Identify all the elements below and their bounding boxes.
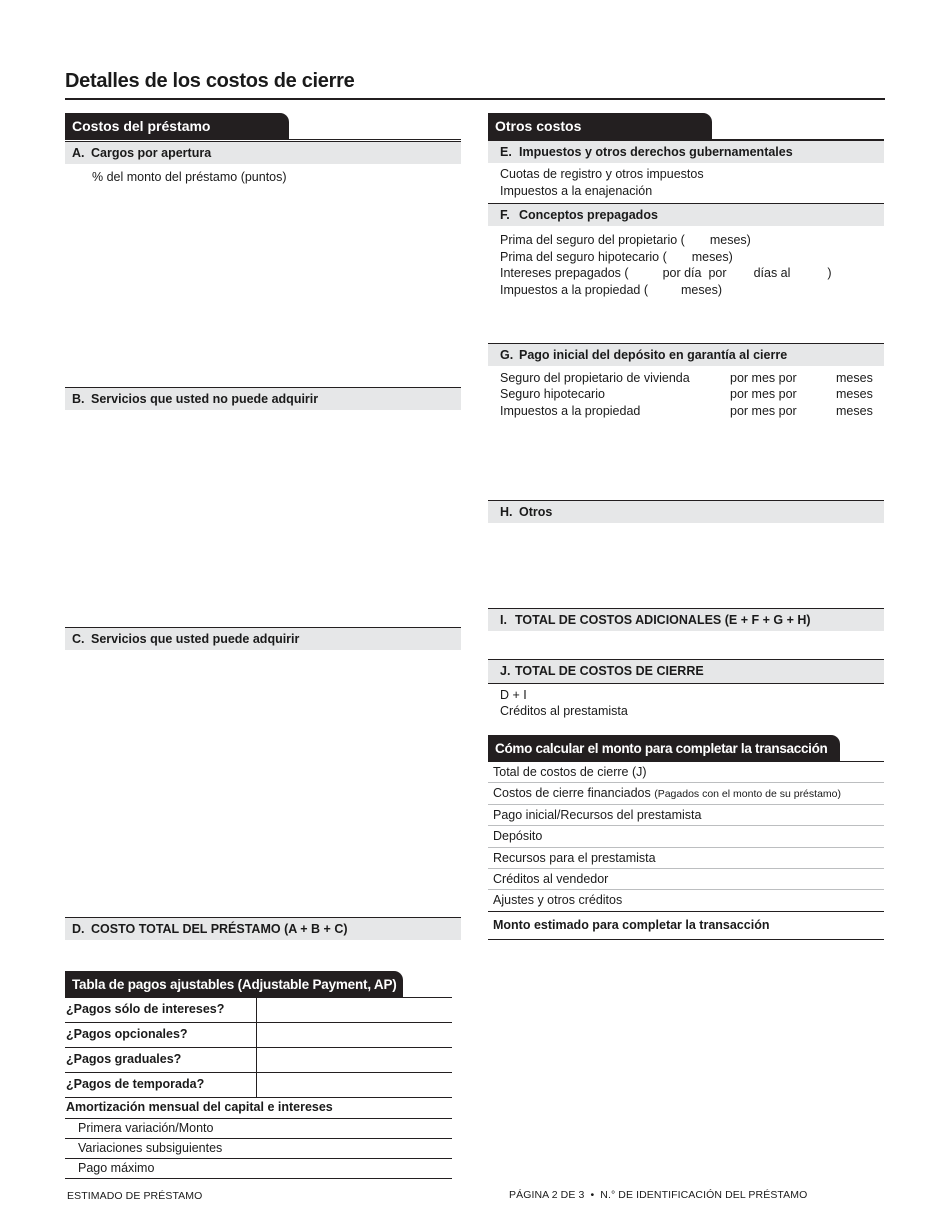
loan-costs-tab: Costos del préstamo [65,113,289,140]
section-j-item: Créditos al prestamista [500,704,628,718]
ap-row-label: ¿Pagos opcionales? [66,1027,188,1041]
ap-table-tab: Tabla de pagos ajustables (Adjustable Payment, AP) [65,971,403,998]
ap-amortization-row: Pago máximo [65,1159,452,1179]
section-a-header [65,141,461,164]
section-e-title: Impuestos y otros derechos gubernamentales [519,145,793,159]
calc-row-adjustments: Ajustes y otros créditos [488,890,884,911]
ap-row-label: ¿Pagos de temporada? [66,1077,205,1091]
section-d-header [65,917,461,940]
f-text: Intereses prepagados ( [500,266,629,280]
section-b-title: Servicios que usted no puede adquirir [91,392,319,406]
section-d-letter: D. [72,922,85,936]
ap-row-divider [256,998,257,1023]
section-j-header [488,659,884,684]
section-c-title: Servicios que usted puede adquirir [91,632,300,646]
ap-row-step [65,1048,452,1073]
section-e-letter: E. [500,145,512,159]
g-row-months: meses [836,387,873,401]
section-i-title: TOTAL DE COSTOS ADICIONALES (E + F + G + H) [515,613,811,627]
section-c-header [65,627,461,650]
section-f-prepaid-interest [500,265,832,282]
f-text: por [708,266,727,280]
cash-to-close-tab: Cómo calcular el monto para completar la transacción [488,735,840,762]
calc-row-seller-credits: Créditos al vendedor [488,869,884,890]
section-g-header [488,343,884,366]
section-f-header [488,203,884,226]
section-f-mortgage-insurance [500,249,733,266]
calc-row-total-closing-costs: Total de costos de cierre (J) [488,762,884,783]
f-text: meses) [681,283,722,297]
g-row-per: por mes por [730,371,797,385]
f-text: ) [827,266,832,280]
f-text: Prima del seguro del propietario ( [500,233,685,247]
calc-row-note: (Pagados con el monto de su préstamo) [654,788,841,801]
ap-row-label: ¿Pagos sólo de intereses? [66,1002,225,1016]
ap-row-optional [65,1023,452,1048]
footer-left: ESTIMADO DE PRÉSTAMO [67,1190,203,1202]
ap-row-label: ¿Pagos graduales? [66,1052,182,1066]
calc-row-estimated-cash-to-close: Monto estimado para completar la transacción [488,912,884,940]
section-f-owner-insurance [500,232,751,249]
calc-row-down-payment: Pago inicial/Recursos del prestamista [488,805,884,826]
section-i-header [488,608,884,631]
ap-amortization-header: Amortización mensual del capital e intereses [65,1098,452,1119]
section-e-item: Cuotas de registro y otros impuestos [500,167,704,181]
section-g-letter: G. [500,348,514,362]
g-row-per: por mes por [730,404,797,418]
ap-amortization-row: Primera variación/Monto [65,1119,452,1139]
cash-to-close-table [488,762,884,940]
g-row-label: Seguro del propietario de vivienda [500,371,690,385]
section-g-title: Pago inicial del depósito en garantía al cierre [519,348,788,362]
section-e-item: Impuestos a la enajenación [500,184,653,198]
section-h-header [488,500,884,523]
page-title: Detalles de los costos de cierre [65,70,355,92]
section-f-title: Conceptos prepagados [519,208,658,222]
ap-row-divider [256,1023,257,1048]
section-h-title: Otros [519,505,553,519]
footer-right: PÁGINA 2 DE 3 • N.° DE IDENTIFICACIÓN DEL PRÉSTAMO [509,1189,808,1201]
section-i-letter: I. [500,613,507,627]
ap-row-interest-only [65,998,452,1023]
section-b-header [65,387,461,410]
section-d-title: COSTO TOTAL DEL PRÉSTAMO (A + B + C) [91,922,348,936]
calc-row-label: Costos de cierre financiados [493,786,651,801]
f-text: meses) [709,233,751,247]
calc-row-deposit: Depósito [488,826,884,847]
section-b-letter: B. [72,392,85,406]
g-row-months: meses [836,371,873,385]
calc-row-financed-closing-costs [488,783,884,804]
g-row-per: por mes por [730,387,797,401]
g-row-months: meses [836,404,873,418]
calc-row-funds-for-borrower: Recursos para el prestamista [488,848,884,869]
ap-row-divider [256,1048,257,1073]
title-divider [65,98,885,100]
section-f-property-taxes [500,282,722,299]
f-text: Impuestos a la propiedad ( [500,283,649,297]
section-h-letter: H. [500,505,513,519]
f-text: por día [662,266,702,280]
section-j-item: D + I [500,688,527,702]
f-text: días al [753,266,791,280]
ap-table [65,998,452,1179]
g-row-label: Seguro hipotecario [500,387,605,401]
f-text: meses) [691,250,733,264]
other-costs-tab: Otros costos [488,113,712,140]
f-text: Prima del seguro hipotecario ( [500,250,667,264]
loan-costs-tab-line [65,139,461,140]
section-c-letter: C. [72,632,85,646]
section-a-title: Cargos por apertura [91,146,212,160]
ap-row-divider [256,1073,257,1098]
ap-row-seasonal [65,1073,452,1098]
section-j-letter: J. [500,664,511,678]
g-row-label: Impuestos a la propiedad [500,404,641,418]
section-a-letter: A. [72,146,85,160]
section-j-title: TOTAL DE COSTOS DE CIERRE [515,664,704,678]
section-a-item: % del monto del préstamo (puntos) [92,170,287,184]
section-e-header [488,140,884,163]
ap-amortization-row: Variaciones subsiguientes [65,1139,452,1159]
section-f-letter: F. [500,208,510,222]
